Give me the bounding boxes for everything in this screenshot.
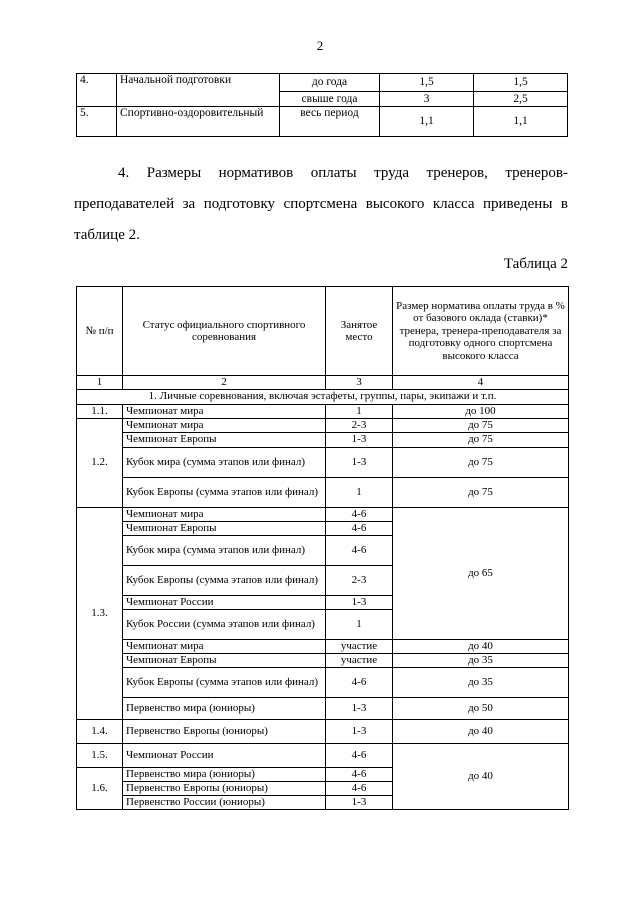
status-cell: Кубок Европы (сумма этапов или финал) [123, 667, 326, 697]
status-cell: Чемпионат мира [123, 639, 326, 653]
paragraph-line: таблице 2. [74, 227, 140, 243]
place-cell: 1-3 [326, 697, 393, 719]
size-cell: до 50 [393, 697, 569, 719]
table-row [77, 667, 569, 697]
status-cell: Чемпионат России [123, 743, 326, 767]
header-row [77, 287, 569, 376]
table-row [77, 639, 569, 653]
paragraph-line: преподавателей за подготовку спортсмена высокого класса приведены в [74, 196, 568, 212]
value-cell: 2,5 [474, 92, 568, 107]
column-number: 2 [123, 376, 326, 390]
table-row [77, 653, 569, 667]
row-number: 1.2. [77, 418, 123, 507]
status-cell: Первенство России (юниоры) [123, 795, 326, 809]
table-caption: Таблица 2 [503, 256, 568, 272]
size-cell: до 75 [393, 447, 569, 477]
section-title: 1. Личные соревнования, включая эстафеты, группы, пары, экипажи и т.п. [77, 389, 569, 404]
place-cell: 1-3 [326, 447, 393, 477]
main-table [76, 286, 569, 810]
row-number: 1.6. [77, 767, 123, 809]
column-number: 4 [393, 376, 569, 390]
status-cell: Чемпионат Европы [123, 653, 326, 667]
status-cell: Кубок Европы (сумма этапов или финал) [123, 477, 326, 507]
size-cell: до 40 [393, 639, 569, 653]
place-cell: 2-3 [326, 418, 393, 432]
size-cell: до 35 [393, 653, 569, 667]
program-name: Спортивно-оздоровительный [117, 107, 280, 137]
body-paragraph [74, 158, 568, 251]
table-row [77, 432, 569, 447]
place-cell: 1 [326, 404, 393, 418]
column-number: 3 [326, 376, 393, 390]
row-number: 1.3. [77, 507, 123, 719]
status-cell: Первенство Европы (юниоры) [123, 781, 326, 795]
status-cell: Чемпионат мира [123, 404, 326, 418]
place-cell: 4-6 [326, 743, 393, 767]
header-place: Занятое место [326, 287, 393, 376]
place-cell: 1 [326, 609, 393, 639]
place-cell: 4-6 [326, 781, 393, 795]
table-row [77, 719, 569, 743]
period-cell: до года [280, 74, 380, 92]
paragraph-line: 4. Размеры нормативов оплаты труда тренеров, тренеров- [118, 165, 568, 181]
row-number: 4. [77, 74, 117, 107]
place-cell: 4-6 [326, 767, 393, 781]
value-cell: 1,5 [474, 74, 568, 92]
period-cell: свыше года [280, 92, 380, 107]
size-cell: до 40 [393, 719, 569, 743]
page-number: 2 [316, 38, 324, 53]
table-row [77, 404, 569, 418]
size-cell: до 75 [393, 432, 569, 447]
place-cell: 4-6 [326, 667, 393, 697]
column-number: 1 [77, 376, 123, 390]
table-row [77, 477, 569, 507]
table-row [77, 743, 569, 767]
row-number: 5. [77, 107, 117, 137]
place-cell: 1-3 [326, 595, 393, 609]
status-cell: Кубок России (сумма этапов или финал) [123, 609, 326, 639]
place-cell: 1-3 [326, 432, 393, 447]
table-row [77, 74, 568, 92]
header-size: Размер норматива оплаты труда в % от базового оклада (ставки)* тренера, тренера-преподавателя за подготовку одного спортсмена высокого класса [393, 287, 569, 376]
status-cell: Первенство мира (юниоры) [123, 697, 326, 719]
row-number: 1.4. [77, 719, 123, 743]
value-cell: 1,5 [380, 74, 474, 92]
row-number: 1.1. [77, 404, 123, 418]
status-cell: Чемпионат мира [123, 507, 326, 521]
table-row [77, 697, 569, 719]
place-cell: 4-6 [326, 521, 393, 535]
status-cell: Чемпионат Европы [123, 521, 326, 535]
section-row [77, 389, 569, 404]
top-table [76, 73, 568, 137]
table-row [77, 107, 568, 137]
size-cell: до 65 [393, 507, 569, 639]
header-num: № п/п [77, 287, 123, 376]
table-row [77, 418, 569, 432]
size-cell: до 75 [393, 477, 569, 507]
status-cell: Кубок мира (сумма этапов или финал) [123, 535, 326, 565]
place-cell: 1-3 [326, 719, 393, 743]
place-cell: 4-6 [326, 507, 393, 521]
status-cell: Кубок Европы (сумма этапов или финал) [123, 565, 326, 595]
status-cell: Чемпионат России [123, 595, 326, 609]
place-cell: участие [326, 653, 393, 667]
size-cell: до 75 [393, 418, 569, 432]
place-cell: 4-6 [326, 535, 393, 565]
size-cell: до 35 [393, 667, 569, 697]
table-row [77, 507, 569, 521]
program-name: Начальной подготовки [117, 74, 280, 107]
status-cell: Чемпионат Европы [123, 432, 326, 447]
value-cell: 1,1 [380, 107, 474, 137]
place-cell: участие [326, 639, 393, 653]
period-cell: весь период [280, 107, 380, 137]
place-cell: 1 [326, 477, 393, 507]
size-cell: до 40 [393, 743, 569, 809]
header-status: Статус официального спортивного соревнования [123, 287, 326, 376]
value-cell: 1,1 [474, 107, 568, 137]
status-cell: Чемпионат мира [123, 418, 326, 432]
status-cell: Кубок мира (сумма этапов или финал) [123, 447, 326, 477]
column-number-row [77, 376, 569, 390]
place-cell: 2-3 [326, 565, 393, 595]
status-cell: Первенство мира (юниоры) [123, 767, 326, 781]
status-cell: Первенство Европы (юниоры) [123, 719, 326, 743]
value-cell: 3 [380, 92, 474, 107]
place-cell: 1-3 [326, 795, 393, 809]
table-row [77, 447, 569, 477]
row-number: 1.5. [77, 743, 123, 767]
size-cell: до 100 [393, 404, 569, 418]
